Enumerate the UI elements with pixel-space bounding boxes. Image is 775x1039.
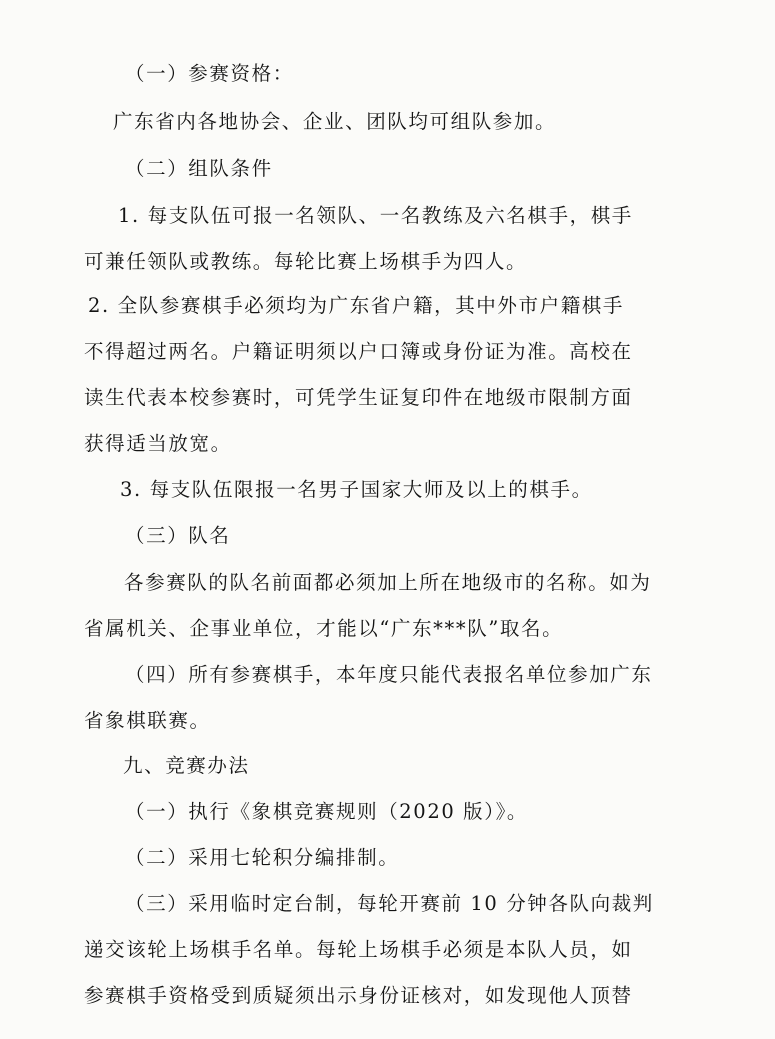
text-line: 广东省内各地协会、企业、团队均可组队参加。 (113, 110, 557, 133)
text-line: 2. 全队参赛棋手必须均为广东省户籍，其中外市户籍棋手 (88, 294, 625, 317)
text-line: 读生代表本校参赛时，可凭学生证复印件在地级市限制方面 (84, 386, 633, 409)
text-line: 3. 每支队伍限报一名男子国家大师及以上的棋手。 (120, 478, 593, 501)
text-line: 可兼任领队或教练。每轮比赛上场棋手为四人。 (84, 250, 528, 273)
text-line: （一）执行《象棋竞赛规则（2020 版）》。 (125, 800, 529, 823)
text-line: 不得超过两名。户籍证明须以户口簿或身份证为准。高校在 (84, 340, 633, 363)
text-line: （四）所有参赛棋手，本年度只能代表报名单位参加广东 (125, 663, 653, 686)
text-line: 省属机关、企事业单位，才能以“广东***队”取名。 (84, 617, 564, 640)
text-line: 参赛棋手资格受到质疑须出示身份证核对，如发现他人顶替 (84, 984, 633, 1007)
text-line: （一）参赛资格： (125, 62, 294, 85)
text-line: 各参赛队的队名前面都必须加上所在地级市的名称。如为 (124, 571, 652, 594)
text-line: 递交该轮上场棋手名单。每轮上场棋手必须是本队人员，如 (84, 938, 633, 961)
text-line: 获得适当放宽。 (84, 432, 232, 455)
text-line: （三）采用临时定台制，每轮开赛前 10 分钟各队向裁判 (125, 892, 654, 915)
text-line: 1. 每支队伍可报一名领队、一名教练及六名棋手，棋手 (118, 204, 633, 227)
text-line: （二）采用七轮积分编排制。 (125, 846, 400, 869)
text-line: 九、竞赛办法 (123, 754, 250, 777)
text-line: 省象棋联赛。 (84, 709, 211, 732)
text-line: （二）组队条件 (125, 157, 273, 180)
text-line: （三）队名 (125, 524, 231, 547)
